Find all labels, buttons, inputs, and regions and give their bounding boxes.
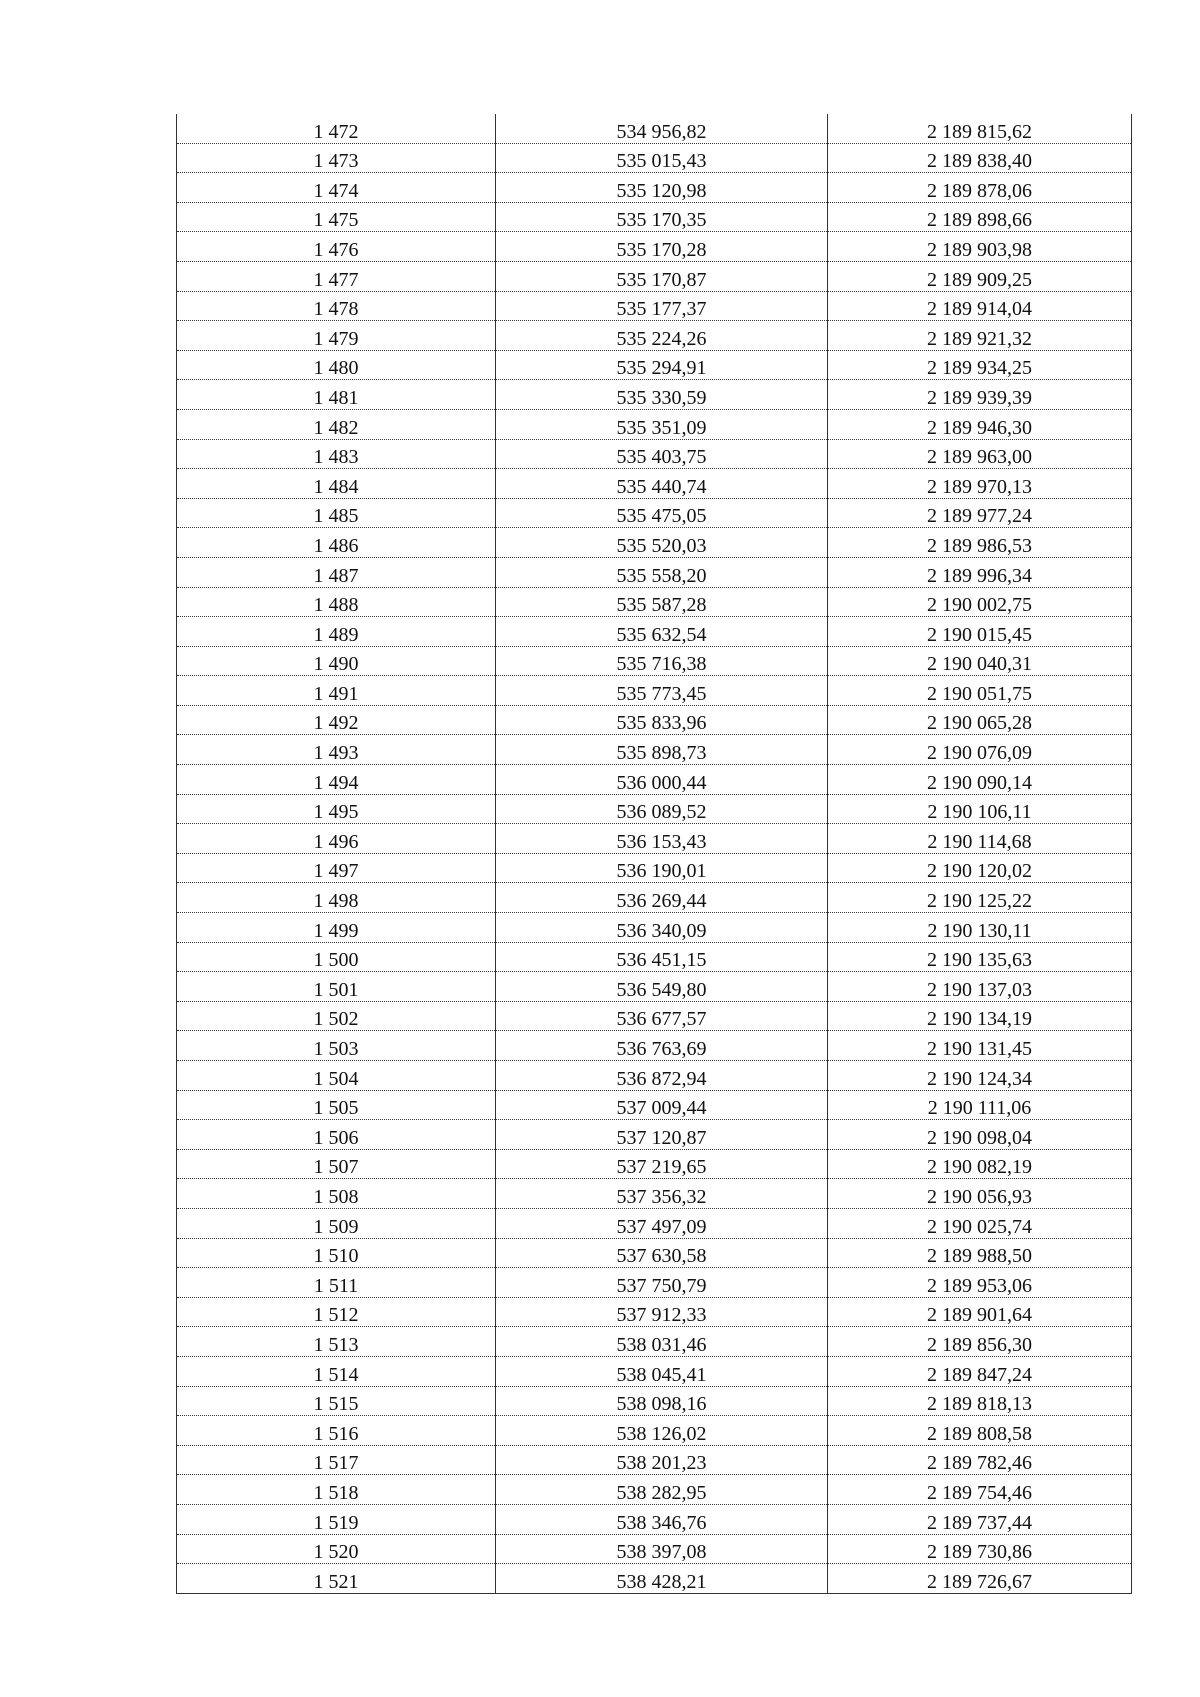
y-coordinate-cell: 2 189 988,50 bbox=[828, 1238, 1132, 1268]
x-coordinate-cell: 538 045,41 bbox=[496, 1356, 828, 1386]
y-coordinate-cell: 2 189 970,13 bbox=[828, 469, 1132, 499]
table-row bbox=[177, 646, 1132, 676]
point-number-cell: 1 498 bbox=[177, 883, 496, 913]
point-number-cell: 1 517 bbox=[177, 1445, 496, 1475]
x-coordinate-cell: 536 677,57 bbox=[496, 1001, 828, 1031]
table-row bbox=[177, 735, 1132, 765]
y-coordinate-cell: 2 189 730,86 bbox=[828, 1534, 1132, 1564]
y-coordinate-cell: 2 190 056,93 bbox=[828, 1179, 1132, 1209]
point-number-cell: 1 505 bbox=[177, 1090, 496, 1120]
y-coordinate-cell: 2 189 909,25 bbox=[828, 261, 1132, 291]
y-coordinate-cell: 2 190 106,11 bbox=[828, 794, 1132, 824]
table-row bbox=[177, 528, 1132, 558]
x-coordinate-cell: 537 630,58 bbox=[496, 1238, 828, 1268]
point-number-cell: 1 496 bbox=[177, 824, 496, 854]
point-number-cell: 1 480 bbox=[177, 350, 496, 380]
y-coordinate-cell: 2 189 878,06 bbox=[828, 173, 1132, 203]
y-coordinate-cell: 2 189 737,44 bbox=[828, 1504, 1132, 1534]
x-coordinate-cell: 535 351,09 bbox=[496, 409, 828, 439]
y-coordinate-cell: 2 190 051,75 bbox=[828, 676, 1132, 706]
table-row bbox=[177, 1445, 1132, 1475]
point-number-cell: 1 482 bbox=[177, 409, 496, 439]
point-number-cell: 1 476 bbox=[177, 232, 496, 262]
point-number-cell: 1 490 bbox=[177, 646, 496, 676]
y-coordinate-cell: 2 189 934,25 bbox=[828, 350, 1132, 380]
y-coordinate-cell: 2 190 015,45 bbox=[828, 617, 1132, 647]
point-number-cell: 1 497 bbox=[177, 853, 496, 883]
table-row bbox=[177, 1090, 1132, 1120]
table-row bbox=[177, 853, 1132, 883]
y-coordinate-cell: 2 189 901,64 bbox=[828, 1297, 1132, 1327]
table-row bbox=[177, 676, 1132, 706]
y-coordinate-cell: 2 190 090,14 bbox=[828, 765, 1132, 795]
table-row bbox=[177, 1564, 1132, 1594]
y-coordinate-cell: 2 189 815,62 bbox=[828, 114, 1132, 143]
x-coordinate-cell: 537 750,79 bbox=[496, 1268, 828, 1298]
y-coordinate-cell: 2 189 726,67 bbox=[828, 1564, 1132, 1594]
point-number-cell: 1 513 bbox=[177, 1327, 496, 1357]
y-coordinate-cell: 2 189 986,53 bbox=[828, 528, 1132, 558]
table-row bbox=[177, 1120, 1132, 1150]
point-number-cell: 1 501 bbox=[177, 972, 496, 1002]
point-number-cell: 1 489 bbox=[177, 617, 496, 647]
point-number-cell: 1 509 bbox=[177, 1208, 496, 1238]
y-coordinate-cell: 2 189 818,13 bbox=[828, 1386, 1132, 1416]
table-row bbox=[177, 1356, 1132, 1386]
table-row bbox=[177, 1149, 1132, 1179]
x-coordinate-cell: 535 440,74 bbox=[496, 469, 828, 499]
x-coordinate-cell: 535 716,38 bbox=[496, 646, 828, 676]
x-coordinate-cell: 536 549,80 bbox=[496, 972, 828, 1002]
x-coordinate-cell: 538 346,76 bbox=[496, 1504, 828, 1534]
x-coordinate-cell: 535 587,28 bbox=[496, 587, 828, 617]
point-number-cell: 1 481 bbox=[177, 380, 496, 410]
x-coordinate-cell: 535 177,37 bbox=[496, 291, 828, 321]
table-row bbox=[177, 291, 1132, 321]
point-number-cell: 1 473 bbox=[177, 143, 496, 173]
table-row bbox=[177, 1416, 1132, 1446]
table-row bbox=[177, 380, 1132, 410]
point-number-cell: 1 485 bbox=[177, 498, 496, 528]
point-number-cell: 1 483 bbox=[177, 439, 496, 469]
y-coordinate-cell: 2 190 040,31 bbox=[828, 646, 1132, 676]
table-row bbox=[177, 824, 1132, 854]
x-coordinate-cell: 535 403,75 bbox=[496, 439, 828, 469]
point-number-cell: 1 495 bbox=[177, 794, 496, 824]
x-coordinate-cell: 535 015,43 bbox=[496, 143, 828, 173]
y-coordinate-cell: 2 189 963,00 bbox=[828, 439, 1132, 469]
table-row bbox=[177, 883, 1132, 913]
point-number-cell: 1 508 bbox=[177, 1179, 496, 1209]
table-row bbox=[177, 617, 1132, 647]
point-number-cell: 1 474 bbox=[177, 173, 496, 203]
x-coordinate-cell: 536 872,94 bbox=[496, 1061, 828, 1091]
x-coordinate-cell: 536 000,44 bbox=[496, 765, 828, 795]
coordinates-table bbox=[176, 114, 1132, 1594]
y-coordinate-cell: 2 189 808,58 bbox=[828, 1416, 1132, 1446]
point-number-cell: 1 479 bbox=[177, 321, 496, 351]
table-row bbox=[177, 1179, 1132, 1209]
point-number-cell: 1 494 bbox=[177, 765, 496, 795]
table-row bbox=[177, 1238, 1132, 1268]
table-row bbox=[177, 942, 1132, 972]
y-coordinate-cell: 2 189 898,66 bbox=[828, 202, 1132, 232]
table-row bbox=[177, 1061, 1132, 1091]
point-number-cell: 1 477 bbox=[177, 261, 496, 291]
y-coordinate-cell: 2 189 921,32 bbox=[828, 321, 1132, 351]
point-number-cell: 1 507 bbox=[177, 1149, 496, 1179]
x-coordinate-cell: 538 031,46 bbox=[496, 1327, 828, 1357]
point-number-cell: 1 521 bbox=[177, 1564, 496, 1594]
x-coordinate-cell: 535 520,03 bbox=[496, 528, 828, 558]
table-row bbox=[177, 794, 1132, 824]
x-coordinate-cell: 535 170,35 bbox=[496, 202, 828, 232]
y-coordinate-cell: 2 190 114,68 bbox=[828, 824, 1132, 854]
point-number-cell: 1 492 bbox=[177, 705, 496, 735]
x-coordinate-cell: 535 475,05 bbox=[496, 498, 828, 528]
table-row bbox=[177, 705, 1132, 735]
y-coordinate-cell: 2 190 111,06 bbox=[828, 1090, 1132, 1120]
table-row bbox=[177, 1504, 1132, 1534]
table-row bbox=[177, 469, 1132, 499]
x-coordinate-cell: 536 763,69 bbox=[496, 1031, 828, 1061]
point-number-cell: 1 484 bbox=[177, 469, 496, 499]
y-coordinate-cell: 2 189 939,39 bbox=[828, 380, 1132, 410]
x-coordinate-cell: 535 170,87 bbox=[496, 261, 828, 291]
y-coordinate-cell: 2 189 847,24 bbox=[828, 1356, 1132, 1386]
point-number-cell: 1 520 bbox=[177, 1534, 496, 1564]
point-number-cell: 1 504 bbox=[177, 1061, 496, 1091]
table-row bbox=[177, 202, 1132, 232]
y-coordinate-cell: 2 190 134,19 bbox=[828, 1001, 1132, 1031]
x-coordinate-cell: 535 898,73 bbox=[496, 735, 828, 765]
x-coordinate-cell: 538 201,23 bbox=[496, 1445, 828, 1475]
x-coordinate-cell: 536 153,43 bbox=[496, 824, 828, 854]
y-coordinate-cell: 2 190 124,34 bbox=[828, 1061, 1132, 1091]
x-coordinate-cell: 535 120,98 bbox=[496, 173, 828, 203]
point-number-cell: 1 510 bbox=[177, 1238, 496, 1268]
table-row bbox=[177, 143, 1132, 173]
y-coordinate-cell: 2 190 025,74 bbox=[828, 1208, 1132, 1238]
point-number-cell: 1 500 bbox=[177, 942, 496, 972]
table-row bbox=[177, 498, 1132, 528]
table-row bbox=[177, 1297, 1132, 1327]
table-row bbox=[177, 1208, 1132, 1238]
table-row bbox=[177, 409, 1132, 439]
x-coordinate-cell: 537 009,44 bbox=[496, 1090, 828, 1120]
table-row bbox=[177, 439, 1132, 469]
table-row bbox=[177, 350, 1132, 380]
y-coordinate-cell: 2 189 953,06 bbox=[828, 1268, 1132, 1298]
point-number-cell: 1 472 bbox=[177, 114, 496, 143]
point-number-cell: 1 515 bbox=[177, 1386, 496, 1416]
y-coordinate-cell: 2 190 065,28 bbox=[828, 705, 1132, 735]
table-row bbox=[177, 321, 1132, 351]
x-coordinate-cell: 535 170,28 bbox=[496, 232, 828, 262]
y-coordinate-cell: 2 189 977,24 bbox=[828, 498, 1132, 528]
point-number-cell: 1 487 bbox=[177, 557, 496, 587]
x-coordinate-cell: 535 330,59 bbox=[496, 380, 828, 410]
table-row bbox=[177, 1386, 1132, 1416]
point-number-cell: 1 506 bbox=[177, 1120, 496, 1150]
table-row bbox=[177, 1001, 1132, 1031]
x-coordinate-cell: 535 833,96 bbox=[496, 705, 828, 735]
y-coordinate-cell: 2 190 137,03 bbox=[828, 972, 1132, 1002]
point-number-cell: 1 512 bbox=[177, 1297, 496, 1327]
point-number-cell: 1 518 bbox=[177, 1475, 496, 1505]
x-coordinate-cell: 538 282,95 bbox=[496, 1475, 828, 1505]
y-coordinate-cell: 2 190 082,19 bbox=[828, 1149, 1132, 1179]
y-coordinate-cell: 2 190 131,45 bbox=[828, 1031, 1132, 1061]
y-coordinate-cell: 2 189 996,34 bbox=[828, 557, 1132, 587]
x-coordinate-cell: 536 089,52 bbox=[496, 794, 828, 824]
y-coordinate-cell: 2 190 076,09 bbox=[828, 735, 1132, 765]
x-coordinate-cell: 536 269,44 bbox=[496, 883, 828, 913]
y-coordinate-cell: 2 190 002,75 bbox=[828, 587, 1132, 617]
table-row bbox=[177, 765, 1132, 795]
x-coordinate-cell: 535 224,26 bbox=[496, 321, 828, 351]
y-coordinate-cell: 2 190 120,02 bbox=[828, 853, 1132, 883]
x-coordinate-cell: 535 773,45 bbox=[496, 676, 828, 706]
x-coordinate-cell: 537 356,32 bbox=[496, 1179, 828, 1209]
point-number-cell: 1 516 bbox=[177, 1416, 496, 1446]
x-coordinate-cell: 534 956,82 bbox=[496, 114, 828, 143]
point-number-cell: 1 488 bbox=[177, 587, 496, 617]
point-number-cell: 1 486 bbox=[177, 528, 496, 558]
table-row bbox=[177, 232, 1132, 262]
x-coordinate-cell: 536 190,01 bbox=[496, 853, 828, 883]
point-number-cell: 1 511 bbox=[177, 1268, 496, 1298]
point-number-cell: 1 503 bbox=[177, 1031, 496, 1061]
table-row bbox=[177, 261, 1132, 291]
point-number-cell: 1 514 bbox=[177, 1356, 496, 1386]
x-coordinate-cell: 537 912,33 bbox=[496, 1297, 828, 1327]
table-row bbox=[177, 913, 1132, 943]
table-row bbox=[177, 1327, 1132, 1357]
y-coordinate-cell: 2 190 130,11 bbox=[828, 913, 1132, 943]
point-number-cell: 1 478 bbox=[177, 291, 496, 321]
x-coordinate-cell: 538 098,16 bbox=[496, 1386, 828, 1416]
table-row bbox=[177, 587, 1132, 617]
x-coordinate-cell: 538 428,21 bbox=[496, 1564, 828, 1594]
table-row bbox=[177, 1534, 1132, 1564]
x-coordinate-cell: 537 497,09 bbox=[496, 1208, 828, 1238]
point-number-cell: 1 499 bbox=[177, 913, 496, 943]
x-coordinate-cell: 537 120,87 bbox=[496, 1120, 828, 1150]
x-coordinate-cell: 535 632,54 bbox=[496, 617, 828, 647]
y-coordinate-cell: 2 189 754,46 bbox=[828, 1475, 1132, 1505]
x-coordinate-cell: 537 219,65 bbox=[496, 1149, 828, 1179]
point-number-cell: 1 502 bbox=[177, 1001, 496, 1031]
point-number-cell: 1 475 bbox=[177, 202, 496, 232]
x-coordinate-cell: 536 340,09 bbox=[496, 913, 828, 943]
point-number-cell: 1 519 bbox=[177, 1504, 496, 1534]
y-coordinate-cell: 2 189 856,30 bbox=[828, 1327, 1132, 1357]
y-coordinate-cell: 2 189 782,46 bbox=[828, 1445, 1132, 1475]
y-coordinate-cell: 2 189 946,30 bbox=[828, 409, 1132, 439]
x-coordinate-cell: 538 397,08 bbox=[496, 1534, 828, 1564]
y-coordinate-cell: 2 189 903,98 bbox=[828, 232, 1132, 262]
y-coordinate-cell: 2 190 135,63 bbox=[828, 942, 1132, 972]
y-coordinate-cell: 2 189 838,40 bbox=[828, 143, 1132, 173]
table-row bbox=[177, 173, 1132, 203]
table-row bbox=[177, 1268, 1132, 1298]
x-coordinate-cell: 535 294,91 bbox=[496, 350, 828, 380]
x-coordinate-cell: 536 451,15 bbox=[496, 942, 828, 972]
table-row bbox=[177, 557, 1132, 587]
y-coordinate-cell: 2 190 098,04 bbox=[828, 1120, 1132, 1150]
table-row bbox=[177, 114, 1132, 143]
x-coordinate-cell: 535 558,20 bbox=[496, 557, 828, 587]
y-coordinate-cell: 2 190 125,22 bbox=[828, 883, 1132, 913]
table-row bbox=[177, 972, 1132, 1002]
table-body bbox=[177, 114, 1132, 1593]
table-row bbox=[177, 1031, 1132, 1061]
point-number-cell: 1 493 bbox=[177, 735, 496, 765]
y-coordinate-cell: 2 189 914,04 bbox=[828, 291, 1132, 321]
table-row bbox=[177, 1475, 1132, 1505]
point-number-cell: 1 491 bbox=[177, 676, 496, 706]
x-coordinate-cell: 538 126,02 bbox=[496, 1416, 828, 1446]
